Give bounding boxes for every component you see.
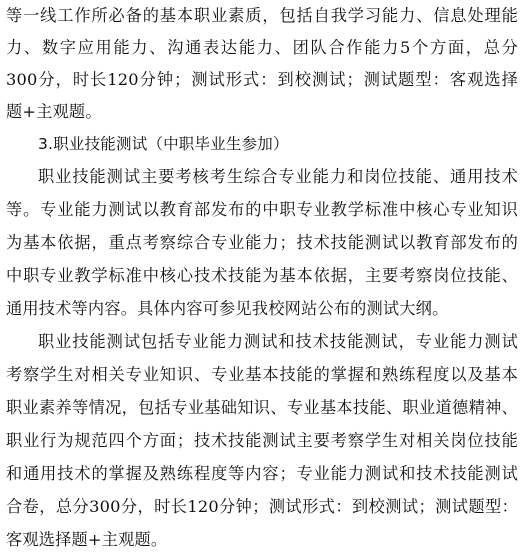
body-text-line: 等一线工作所必备的基本职业素质，包括自我学习能力、信息处理能 (6, 6, 518, 25)
section-heading: 3.职业技能测试（中职毕业生参加） (38, 135, 289, 153)
body-text-line: 职业技能测试主要考核考生综合专业能力和岗位技能、通用技术 (38, 167, 518, 186)
body-text-line: 题+主观题。 (6, 102, 102, 121)
body-text-line: 职业行为规范四个方面；技术技能测试主要考察学生对相关岗位技能 (6, 431, 518, 450)
body-text-line: 职业素养等情况，包括专业基础知识、专业基本技能、职业道德精神、 (6, 398, 518, 417)
body-text-line: 职业技能测试包括专业能力测试和技术技能测试，专业能力测试 (38, 332, 518, 351)
body-text-line: 合卷，总分300分，时长120分钟；测试形式：到校测试；测试题型： (6, 497, 518, 516)
body-text-line: 中职专业教学标准中核心技术技能为基本依据，主要考察岗位技能、 (6, 266, 518, 285)
body-text-line: 力、数字应用能力、沟通表达能力、团队合作能力5个方面，总分 (6, 38, 518, 57)
body-text-line: 300分，时长120分钟；测试形式：到校测试；测试题型：客观选择 (6, 70, 518, 89)
body-text-line: 客观选择题+主观题。 (6, 530, 168, 549)
body-text-line: 为基本依据，重点考察综合专业能力；技术技能测试以教育部发布的 (6, 233, 518, 252)
body-text-line: 和通用技术的掌握及熟练程度等内容；专业能力测试和技术技能测试 (6, 464, 518, 483)
body-text-line: 考察学生对相关专业知识、专业基本技能的掌握和熟练程度以及基本 (6, 365, 518, 384)
body-text-line: 等。专业能力测试以教育部发布的中职专业教学标准中核心专业知识 (6, 200, 518, 219)
body-text-line: 通用技术等内容。具体内容可参见我校网站公布的测试大纲。 (6, 299, 449, 318)
